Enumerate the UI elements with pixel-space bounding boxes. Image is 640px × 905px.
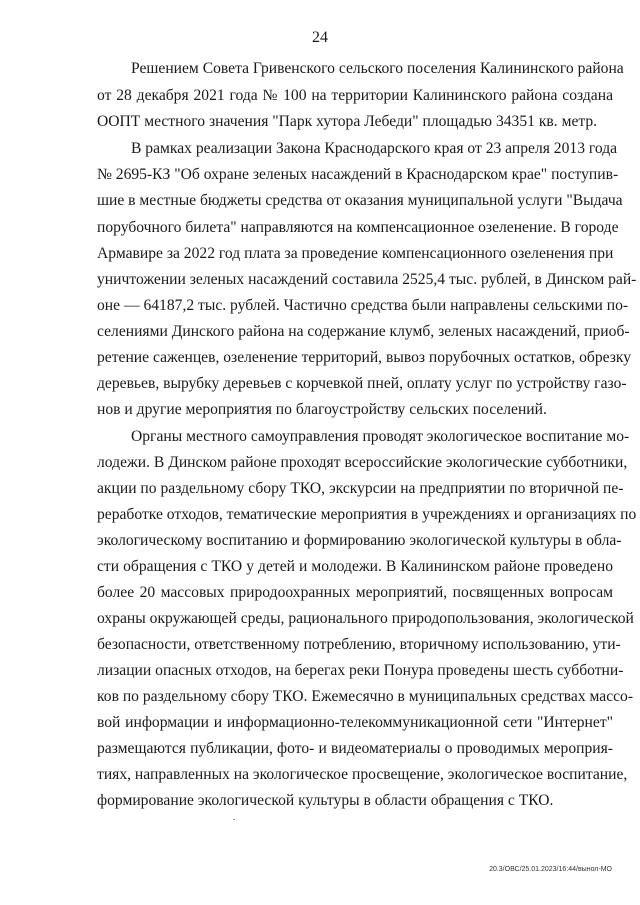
text-line: ков по раздельному сбору ТКО. Ежемесячно в муниципальных средствах массо- — [97, 688, 634, 705]
text-line: нов и другие мероприятия по благоустройству сельских поселений. — [97, 401, 547, 418]
text-line: лизации опасных отходов, на берегах реки Понура проведены шесть субботни- — [97, 662, 624, 679]
text-line: оне — 64187,2 тыс. рублей. Частично средства были направлены сельскими по- — [97, 297, 629, 314]
text-line: тиях, направленных на экологическое просвещение, экологическое воспитание, — [97, 766, 628, 783]
text-line: лодежи. В Динском районе проходят всероссийские экологические субботники, — [97, 454, 628, 471]
text-line: деревьев, вырубку деревьев с корчевкой пней, оплату услуг по устройству газо- — [97, 375, 627, 392]
text-line: Армавире за 2022 год плата за проведение компенсационного озеленения при — [97, 245, 614, 262]
text-line: уничтожении зеленых насаждений составила 2525,4 тыс. рублей, в Динском рай- — [97, 271, 637, 288]
scan-speck — [233, 819, 235, 820]
text-line: вой информации и информационно-телекоммуникационной сети "Интернет" — [97, 714, 613, 731]
text-line: акции по раздельному сбору ТКО, экскурсии на предприятии по вторичной пе- — [97, 480, 624, 497]
text-line: охраны окружающей среды, рационального природопользования, экологической — [97, 610, 634, 627]
text-line: шие в местные бюджеты средства от оказания муниципальной услуги "Выдача — [97, 192, 623, 209]
text-line: реработке отходов, тематические мероприятия в учреждениях и организациях по — [97, 506, 637, 523]
text-line: селениями Динского района на содержание клумб, зеленых насаждений, приоб- — [97, 323, 630, 340]
text-line: ООПТ местного значения "Парк хутора Лебеди" площадью 34351 кв. метр. — [97, 113, 598, 130]
text-line: размещаются публикации, фото- и видеоматериалы о проводимых мероприя- — [97, 740, 613, 757]
text-line: Решением Совета Гривенского сельского поселения Калининского района — [131, 60, 624, 77]
text-line: формирование экологической культуры в области обращения с ТКО. — [97, 792, 554, 809]
footer-code: 20.3/ОВС/25.01.2023/16:44/вынол-МО — [489, 866, 612, 873]
text-line: экологическому воспитанию и формированию экологической культуры в обла- — [97, 532, 622, 549]
text-line: № 2695-КЗ "Об охране зеленых насаждений в Краснодарском крае" поступив- — [97, 166, 619, 183]
text-line: безопасности, ответственному потреблению, вторичному использованию, ути- — [97, 636, 621, 653]
text-line: В рамках реализации Закона Краснодарского края от 23 апреля 2013 года — [131, 140, 618, 157]
text-line: от 28 декабря 2021 года № 100 на территории Калининского района создана — [97, 87, 613, 104]
text-line: Органы местного самоуправления проводят экологическое воспитание мо- — [131, 428, 630, 445]
text-line: порубочного билета" направляются на компенсационное озеленение. В городе — [97, 219, 619, 236]
text-line: ретение саженцев, озеленение территорий, вывоз порубочных остатков, обрезку — [97, 349, 632, 366]
text-line: более 20 массовых природоохранных мероприятий, посвященных вопросам — [97, 584, 613, 601]
text-line: сти обращения с ТКО у детей и молодежи. В Калининском районе проведено — [97, 558, 613, 575]
page-number: 24 — [312, 29, 328, 46]
